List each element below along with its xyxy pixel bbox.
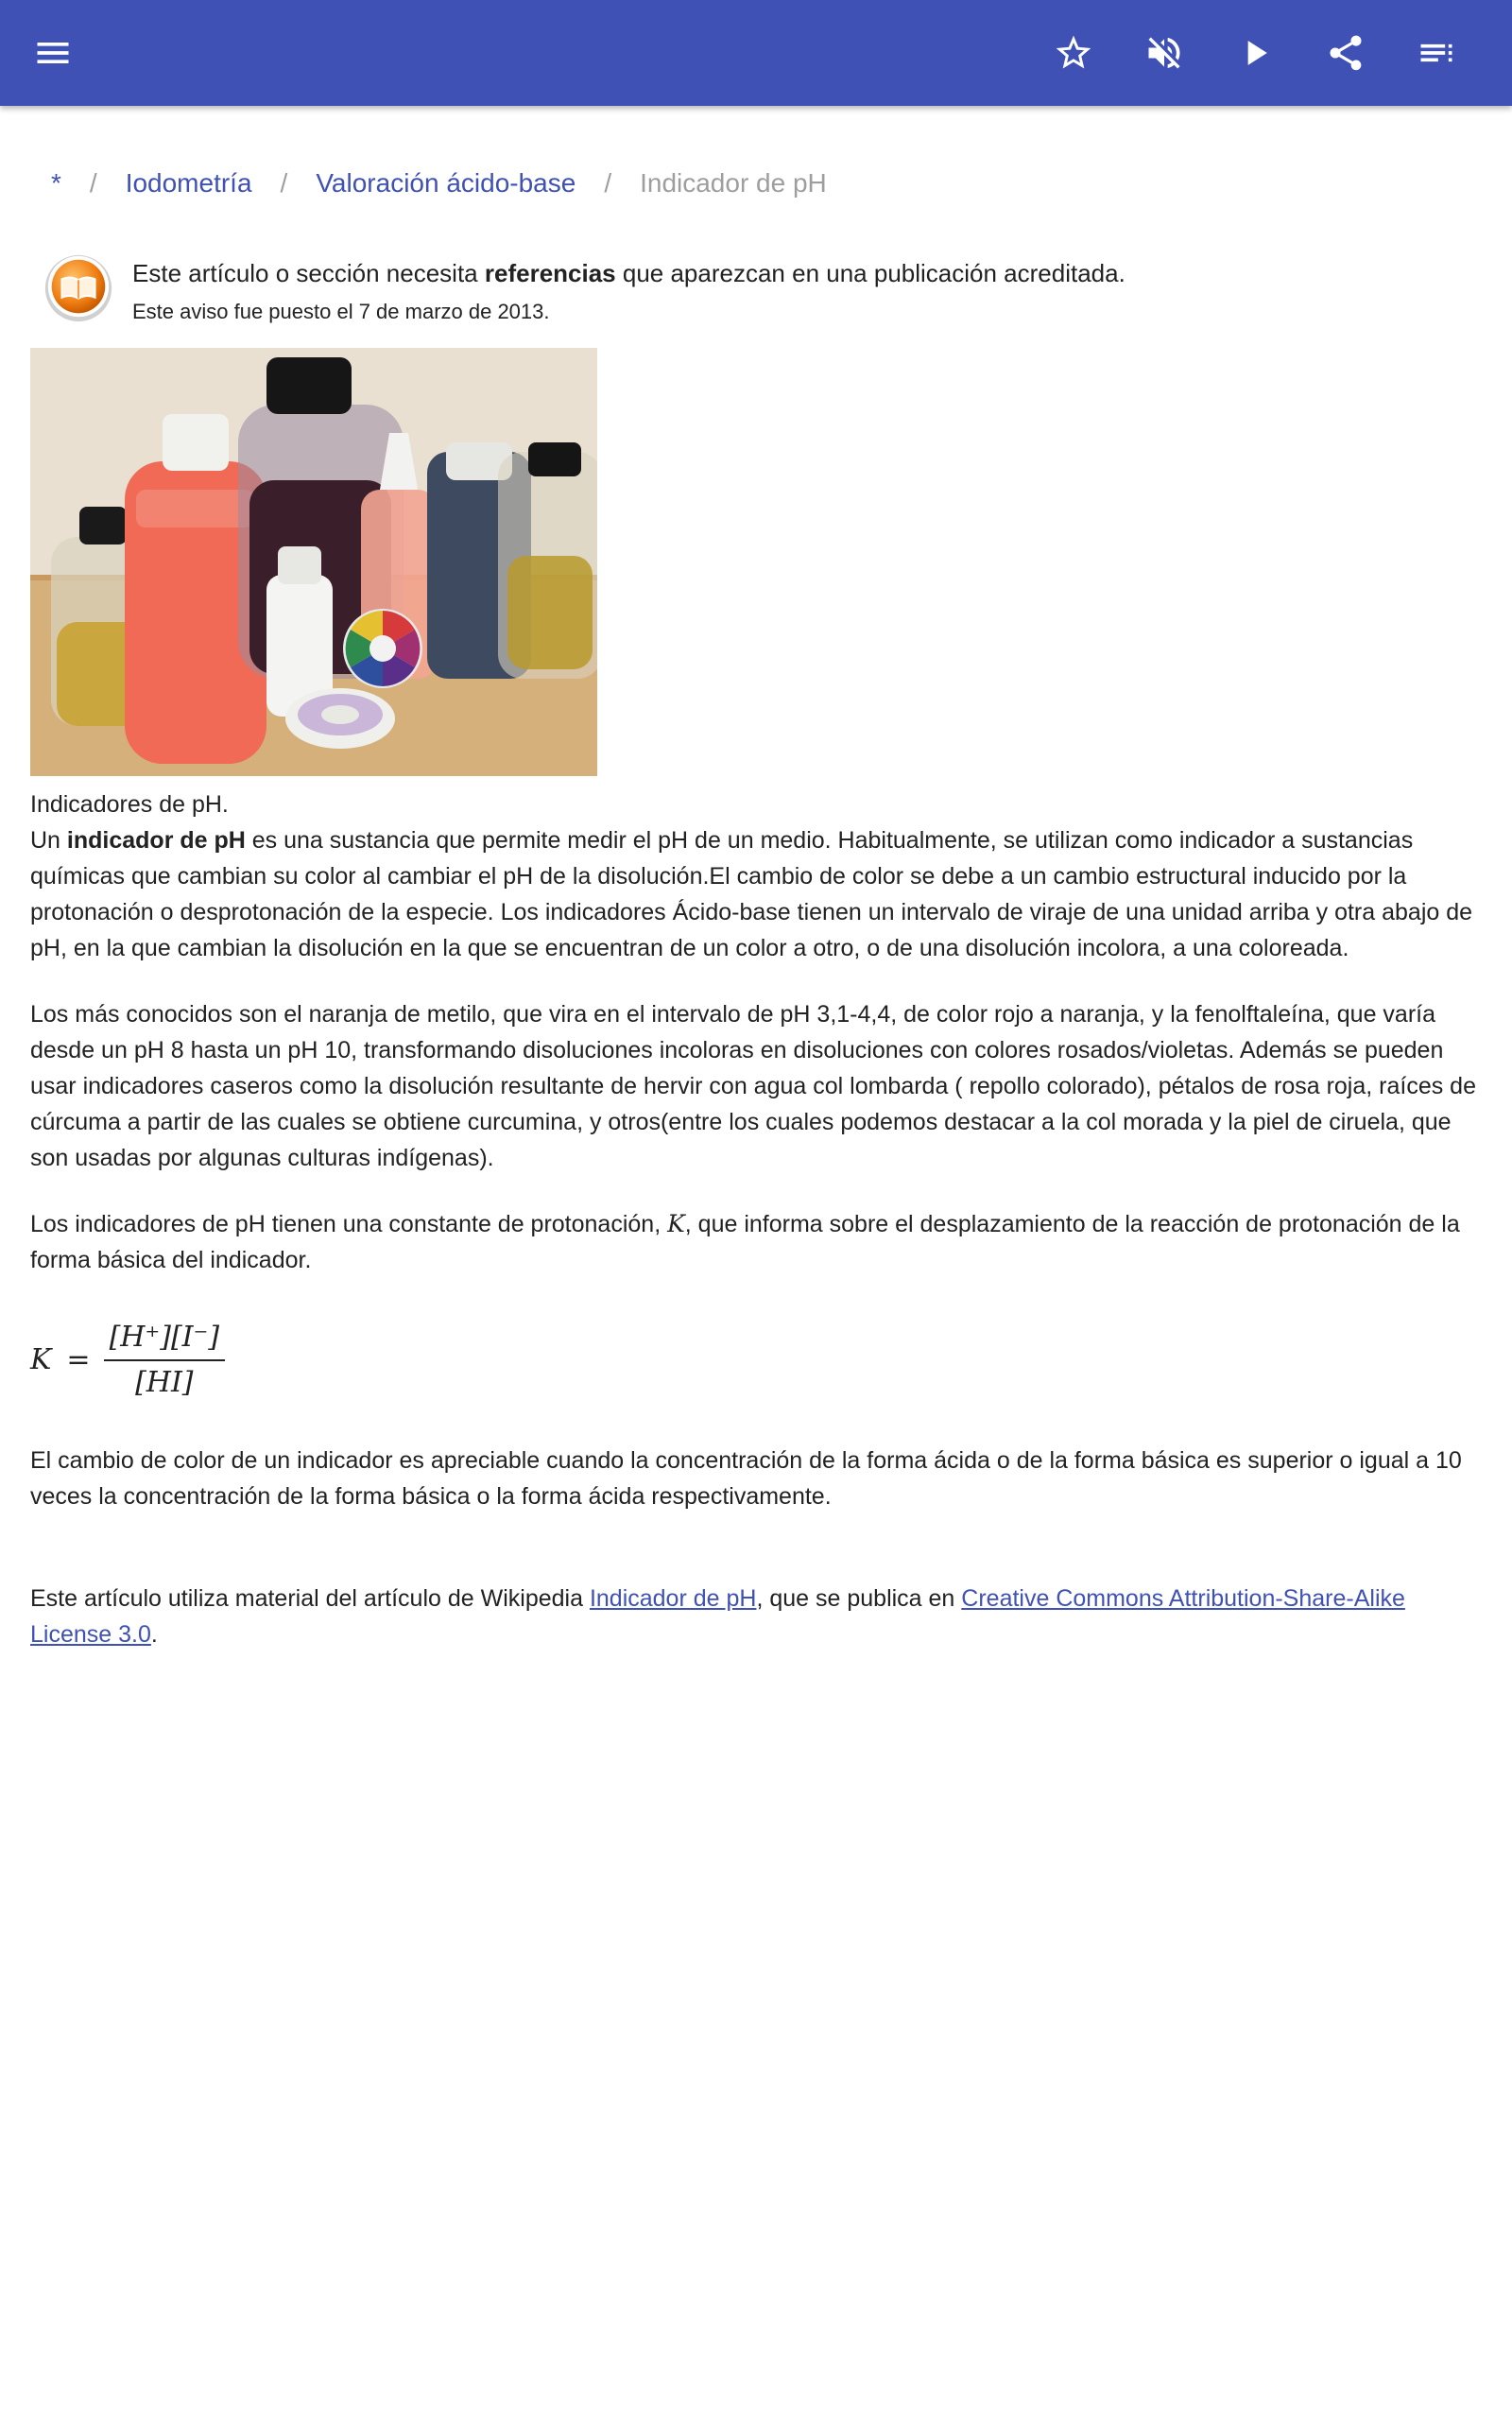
contents-button[interactable]	[1406, 23, 1467, 83]
share-button[interactable]	[1315, 23, 1376, 83]
star-icon	[1053, 32, 1094, 74]
breadcrumb-separator: /	[89, 168, 97, 198]
formula-numerator: [H⁺][I⁻]	[104, 1320, 226, 1361]
breadcrumb-separator: /	[280, 168, 288, 198]
breadcrumb-home-link[interactable]: *	[51, 168, 61, 198]
playlist-icon	[1416, 32, 1457, 74]
license-link[interactable]: Creative Commons Attribution-Share-Alike License 3.0	[30, 1585, 1405, 1648]
play-icon	[1234, 32, 1276, 74]
play-button[interactable]	[1225, 23, 1285, 83]
equilibrium-formula	[30, 1308, 1482, 1412]
ph-indicators-image[interactable]	[30, 348, 597, 776]
breadcrumb-item-valoracion[interactable]: Valoración ácido-base	[316, 168, 576, 198]
article-paragraph-3: Los indicadores de pH tienen una constante de protonación, K, que informa sobre el desplazamiento de la reacción de protonación de la forma básica del indicador.	[30, 1210, 1460, 1273]
article-paragraph-1: Un indicador de pH es una sustancia que permite medir el pH de un medio. Habitualmente, se utilizan como indicador a sustancias químicas que cambian su color al cambiar el pH de la disolución.El cambio de color se debe a un cambio estructural inducido por la protonación o desprotonación de la especie. Los indicadores Ácido-base tienen un intervalo de viraje de una unidad arriba y otra abajo de pH, en la que cambian la disolución en la que se encuentran de un color a otro, o de una disolución incolora, a una coloreada.	[30, 827, 1473, 961]
mute-icon	[1143, 32, 1185, 74]
figure-caption: Indicadores de pH.	[30, 791, 229, 818]
menu-button[interactable]	[23, 23, 83, 83]
wikipedia-article-link[interactable]: Indicador de pH	[589, 1585, 757, 1612]
breadcrumb-item-iodometria[interactable]: Iodometría	[125, 168, 252, 198]
formula-denominator: [HI]	[135, 1366, 194, 1399]
notice-date: Este aviso fue puesto el 7 de marzo de 2013.	[132, 300, 550, 323]
breadcrumb-separator: /	[604, 168, 612, 198]
app-bar	[0, 0, 1512, 106]
symbol-k: K	[667, 1210, 685, 1237]
article-content	[30, 786, 1482, 1683]
references-notice	[38, 248, 1455, 333]
article-paragraph-2: Los más conocidos son el naranja de metilo, que vira en el intervalo de pH 3,1-4,4, de color rojo a naranja, y la fenolftaleína, que varía desde un pH 8 hasta un pH 10, transformando disoluciones incoloras en disoluciones con colores rosados/violetas. Además se pueden usar indicadores caseros como la disolución resultante de hervir con agua col lombarda ( repollo colorado), pétalos de rosa roja, raíces de cúrcuma a partir de las cuales se obtiene curcumina, y otros(entre los cuales podemos destacar a la col morada y la piel de ciruela, que son usadas por algunas culturas indígenas).	[30, 1001, 1476, 1171]
book-icon	[42, 251, 115, 325]
favorite-button[interactable]	[1043, 23, 1104, 83]
breadcrumb	[51, 168, 827, 199]
menu-icon	[32, 32, 74, 74]
license-footer: Este artículo utiliza material del artículo de Wikipedia Indicador de pH, que se publica en Creative Commons Attribution-Share-Alike License 3.0.	[30, 1585, 1405, 1648]
breadcrumb-current: Indicador de pH	[640, 168, 827, 198]
article-paragraph-4: El cambio de color de un indicador es apreciable cuando la concentración de la forma ácida o de la forma básica es superior o igual a 10 veces la concentración de la forma básica o la forma ácida respectivamente.	[30, 1447, 1462, 1510]
share-icon	[1325, 32, 1366, 74]
formula-lhs: K	[30, 1343, 52, 1376]
mute-button[interactable]	[1134, 23, 1194, 83]
ph-indicators-photo	[30, 348, 597, 776]
formula-fraction	[104, 1320, 226, 1401]
formula-equals: =	[66, 1343, 91, 1376]
notice-text: Este artículo o sección necesita referencias que aparezcan en una publicación acreditada.	[132, 259, 1125, 287]
